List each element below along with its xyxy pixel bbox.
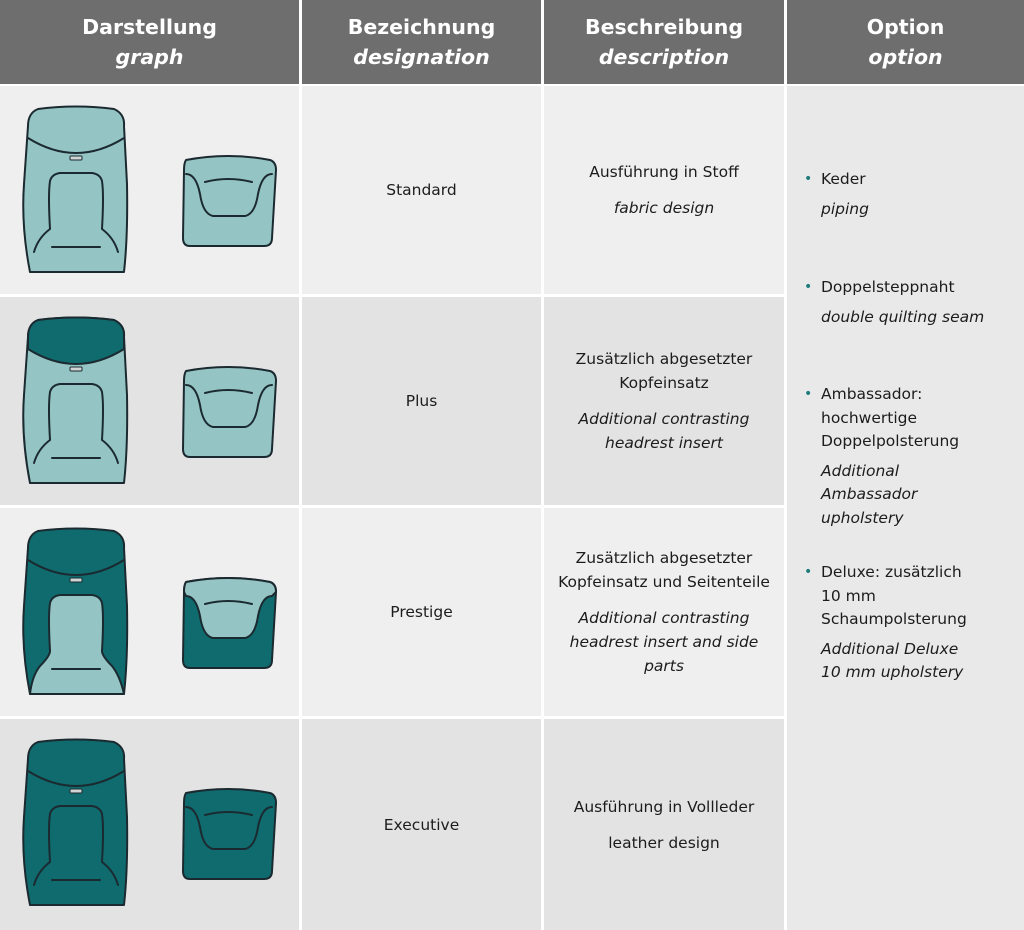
- designation-standard: Standard: [386, 181, 457, 199]
- header-option-de: Option: [866, 15, 945, 39]
- bullet-icon: •: [804, 279, 813, 295]
- designation-prestige: Prestige: [390, 603, 453, 621]
- option-piping-de: Keder: [821, 170, 866, 188]
- executive-seat-illustration: [0, 719, 299, 930]
- description-prestige-en: Additional contrasting headrest insert and side parts: [569, 609, 759, 675]
- option-ambassador-de: Ambassador: hochwertige Doppelpolsterung: [821, 385, 960, 450]
- description-standard-en: fabric design: [613, 199, 715, 217]
- designation-cell-executive: [302, 719, 541, 930]
- option-deluxe-de: Deluxe: zusätzlich 10 mm Schaumpolsterung: [821, 563, 967, 628]
- option-item-piping: [804, 168, 981, 221]
- seat-cushion-icon: [183, 156, 276, 246]
- bullet-icon: •: [804, 564, 813, 580]
- description-cell-executive: [544, 719, 784, 930]
- bullet-icon: •: [804, 386, 813, 402]
- seat-backrest-icon: [23, 318, 127, 484]
- header-designation-de: Bezeichnung: [347, 15, 496, 39]
- description-standard-de: Ausführung in Stoff: [589, 163, 739, 181]
- description-prestige-de: Zusätzlich abgesetzter Kopfeinsatz und Seitenteile: [558, 549, 770, 591]
- bullet-icon: •: [804, 171, 813, 187]
- seat-cushion-icon: [183, 789, 276, 879]
- header-description-en: description: [598, 45, 730, 69]
- seat-cushion-icon: [183, 578, 276, 668]
- seat-cushion-icon: [183, 367, 276, 457]
- header-graph-de: Darstellung: [82, 15, 217, 39]
- description-executive-de: Ausführung in Vollleder: [573, 797, 755, 816]
- header-designation: [302, 0, 541, 84]
- designation-plus: Plus: [405, 392, 438, 410]
- option-quilting-de: Doppelsteppnaht: [821, 278, 955, 296]
- seat-backrest-icon: [23, 740, 127, 906]
- header-description-de: Beschreibung: [584, 15, 744, 39]
- header-designation-en: designation: [353, 45, 490, 69]
- description-cell-standard: [544, 86, 784, 294]
- description-plus-en: Additional contrasting headrest insert: [578, 410, 750, 452]
- description-cell-plus: [544, 297, 784, 505]
- option-quilting-en: double quilting seam: [821, 307, 985, 326]
- header-graph-en: graph: [115, 45, 184, 69]
- designation-cell-prestige: [302, 508, 541, 716]
- description-cell-prestige: [544, 508, 784, 716]
- option-item-ambassador: [804, 383, 991, 530]
- header-graph: [0, 0, 299, 84]
- description-plus-de: Zusätzlich abgesetzter Kopfeinsatz: [575, 350, 753, 392]
- description-executive-en: leather design: [608, 833, 720, 852]
- seat-backrest-icon: [23, 529, 127, 695]
- header-option: [787, 0, 1024, 84]
- header-option-en: option: [868, 45, 943, 69]
- designation-cell-plus: [302, 297, 541, 505]
- standard-seat-illustration: [0, 86, 299, 294]
- option-piping-en: piping: [821, 199, 869, 218]
- designation-cell-standard: [302, 86, 541, 294]
- designation-executive: Executive: [383, 815, 460, 834]
- plus-seat-illustration: [0, 297, 299, 505]
- option-item-quilting: [804, 276, 1011, 329]
- option-item-deluxe: [804, 561, 981, 685]
- header-description: [544, 0, 784, 84]
- seat-backrest-icon: [23, 107, 127, 273]
- option-ambassador-en: Additional Ambassador upholstery: [821, 461, 918, 527]
- option-deluxe-en: Additional Deluxe 10 mm upholstery: [821, 639, 964, 681]
- prestige-seat-illustration: [0, 508, 299, 716]
